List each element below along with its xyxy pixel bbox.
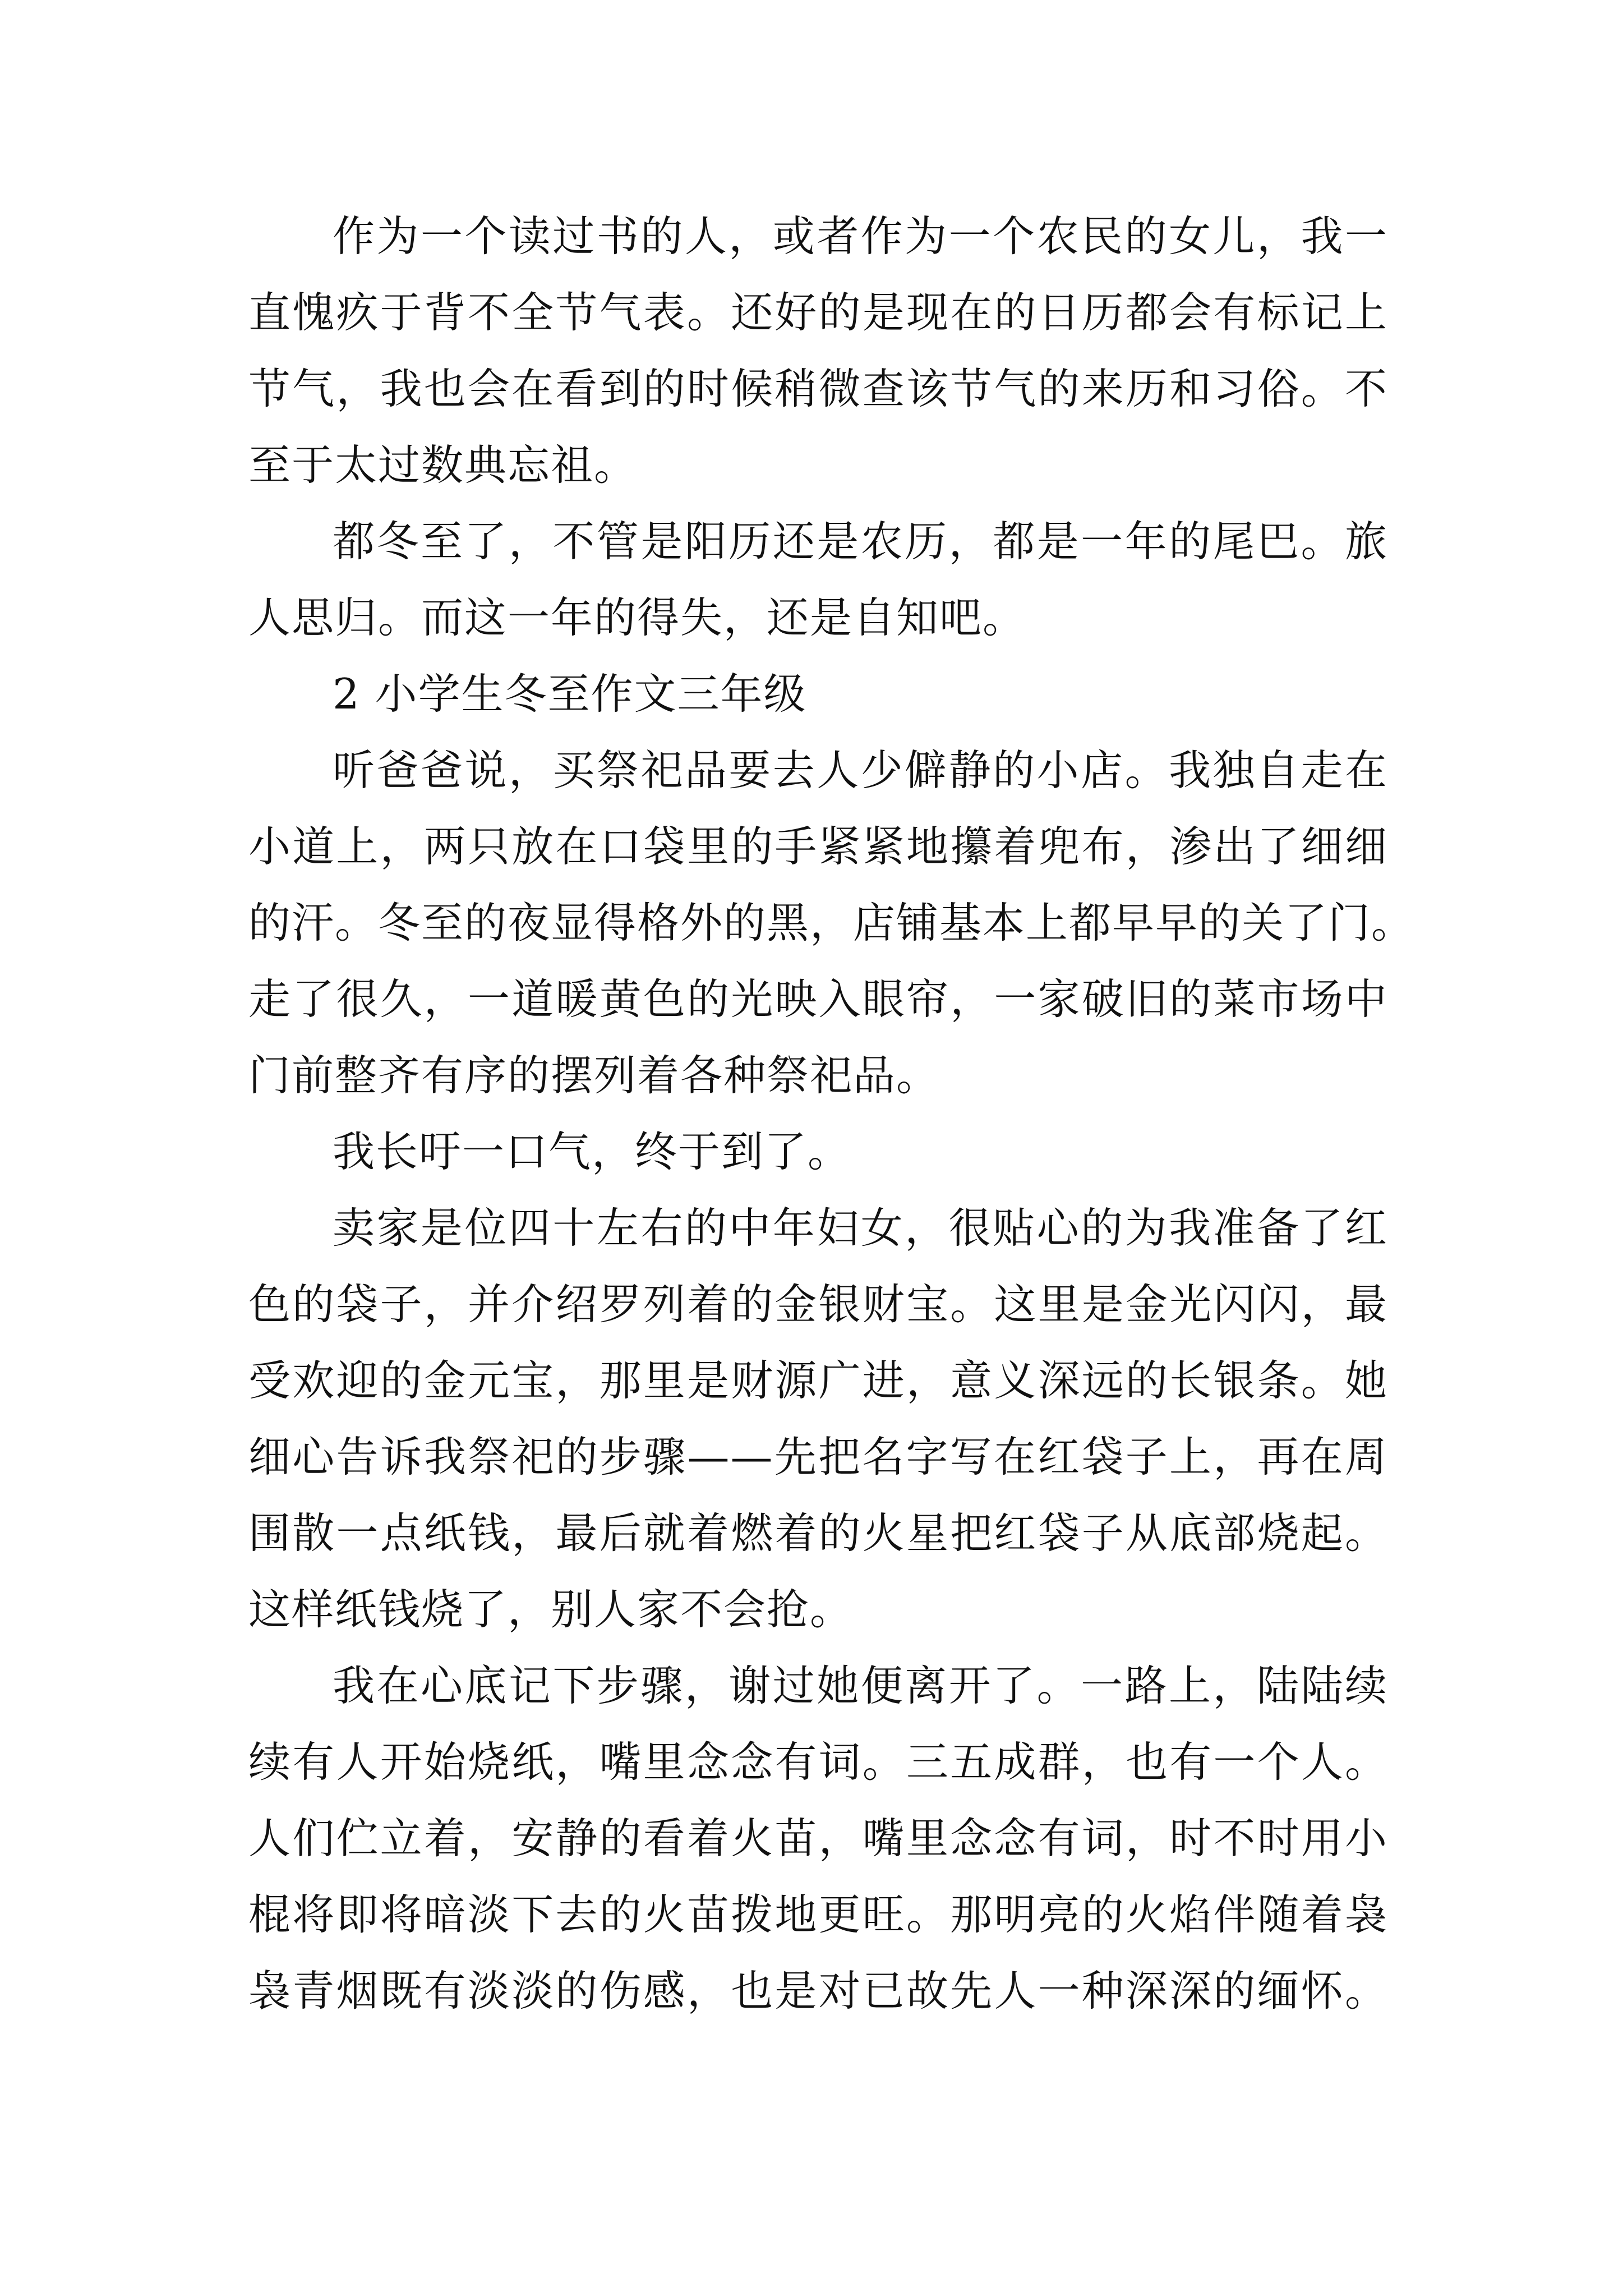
paragraph-line: 门前整齐有序的摆列着各种祭祀品。 — [248, 1051, 940, 1100]
paragraph-line: 走了很久，一道暖黄色的光映入眼帘，一家破旧的菜市场中 — [248, 974, 1388, 1024]
paragraph-4 — [248, 1114, 1388, 1190]
paragraph-line: 受欢迎的金元宝，那里是财源广进，意义深远的长银条。她 — [248, 1356, 1388, 1405]
paragraph-line: 的汗。冬至的夜显得格外的黑，店铺基本上都早早的关了门。 — [248, 898, 1415, 947]
document-body — [248, 198, 1415, 2029]
paragraph-line: 我在心底记下步骤，谢过她便离开了。一路上，陆陆续 — [333, 1661, 1388, 1710]
paragraph-line: 细心告诉我祭祀的步骤——先把名字写在红袋子上，再在周 — [248, 1432, 1388, 1481]
paragraph-line: 直愧疚于背不全节气表。还好的是现在的日历都会有标记上 — [248, 288, 1388, 337]
paragraph-line: 续有人开始烧纸，嘴里念念有词。三五成群，也有一个人。 — [248, 1737, 1388, 1787]
paragraph-line: 我长吁一口气，终于到了。 — [333, 1127, 851, 1176]
paragraph-line: 人们伫立着，安静的看着火苗，嘴里念念有词，时不时用小 — [248, 1814, 1388, 1863]
paragraph-6 — [248, 1648, 1388, 2029]
paragraph-2 — [248, 503, 1388, 656]
paragraph-line: 听爸爸说，买祭祀品要去人少僻静的小店。我独自走在 — [333, 746, 1388, 795]
paragraph-line: 人思归。而这一年的得失，还是自知吧。 — [248, 593, 1026, 642]
section-heading: 2 小学生冬至作文三年级 — [333, 669, 807, 719]
paragraph-5 — [248, 1190, 1388, 1648]
paragraph-line: 卖家是位四十左右的中年妇女，很贴心的为我准备了红 — [333, 1203, 1388, 1253]
paragraph-line: 都冬至了，不管是阳历还是农历，都是一年的尾巴。旅 — [333, 517, 1388, 566]
paragraph-line: 至于太过数典忘祖。 — [248, 440, 638, 490]
paragraph-line: 节气，我也会在看到的时候稍微查该节气的来历和习俗。不 — [248, 364, 1388, 413]
paragraph-line: 棍将即将暗淡下去的火苗拨地更旺。那明亮的火焰伴随着袅 — [248, 1890, 1388, 1939]
paragraph-3 — [248, 732, 1415, 1114]
paragraph-1 — [248, 198, 1388, 503]
paragraph-line: 作为一个读过书的人，或者作为一个农民的女儿，我一 — [333, 211, 1388, 261]
paragraph-line: 袅青烟既有淡淡的伤感，也是对已故先人一种深深的缅怀。 — [248, 1966, 1388, 2016]
paragraph-line: 围散一点纸钱，最后就着燃着的火星把红袋子从底部烧起。 — [248, 1508, 1388, 1558]
paragraph-line: 这样纸钱烧了，别人家不会抢。 — [248, 1585, 854, 1634]
paragraph-line: 色的袋子，并介绍罗列着的金银财宝。这里是金光闪闪，最 — [248, 1280, 1388, 1329]
paragraph-line: 小道上，两只放在口袋里的手紧紧地攥着兜布，渗出了细细 — [248, 822, 1388, 871]
